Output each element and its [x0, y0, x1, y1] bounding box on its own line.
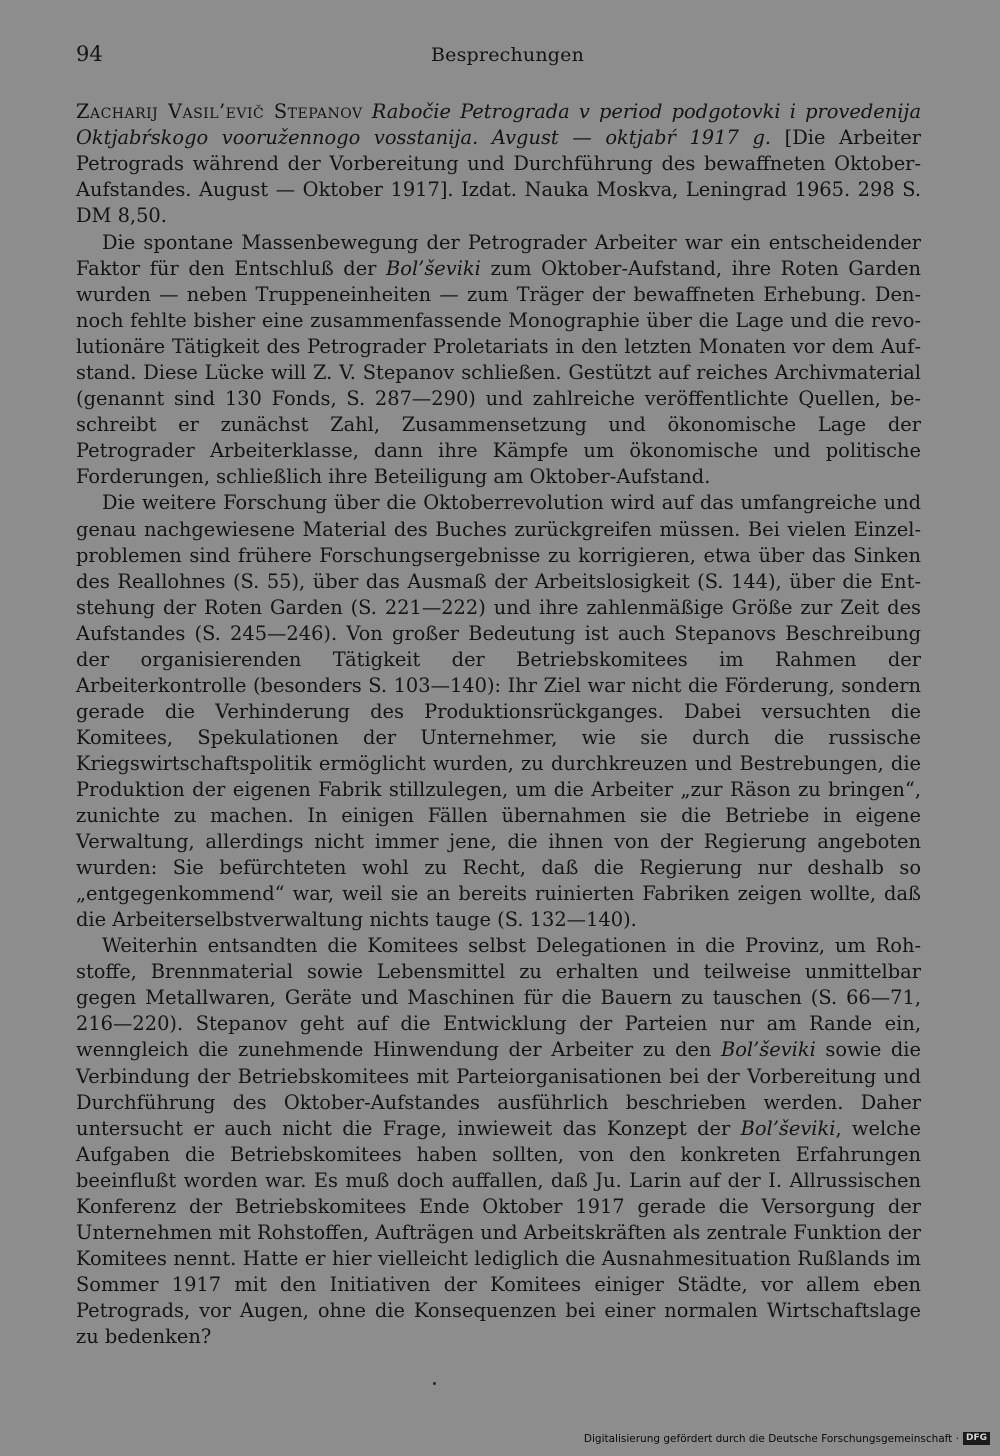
paragraph-text: sowie die Verbindung der Betriebskomitees mit Parteiorganisationen bei der Vorbereitung und Durchführung des Oktober-Aufstandes ausführlich beschrieben werden. Daher untersucht er auch nicht die Frage, inwieweit das Konzept der [76, 1038, 921, 1140]
digitization-footer [584, 1432, 990, 1445]
paragraph-text: zum Oktober-Aufstand, ihre Roten Garden wurden — neben Truppeneinheiten — zum Träger der bewaffneten Erhebung. Dennoch fehlte bisher eine zusammenfassende Monographie über die Lage und die revolutionäre Tätigkeit des Petrograder Proletariats in den letzten Monaten vor dem Aufstand. Diese Lücke will Z. V. Stepanov schließen. Gestützt auf reiches Archivmaterial (genannt sind 130 Fonds, S. 287—290) und zahlreiche veröffentlichte Quellen, beschreibt er zunächst Zahl, Zusammensetzung und ökonomische Lage der Petrograder Arbeiterklasse, dann ihre Kämpfe um ökonomische und politische Forderungen, schließlich ihre Beteiligung am Oktober-Aufstand. [76, 257, 921, 489]
bibliographic-citation [76, 99, 921, 229]
page-number: 94 [76, 42, 103, 66]
citation-details: [Die Arbeiter Petrograds während der Vorbereitung und Durchführung des bewaffneten Oktober-Aufstandes. August — Oktober 1917]. Izdat. Nauka Moskva, Leningrad 1965. 298 S. DM 8,50. [76, 126, 922, 227]
italic-term: Bol’ševiki [740, 1116, 836, 1140]
paragraph-text: , welche Aufgaben die Betriebskomitees haben sollten, von den konkreten Erfahrungen beeinflußt worden war. Es muß doch auffallen, daß Ju. Larin auf der I. Allrussischen Konferenz der Betriebskomitees Ende Oktober 1917 gerade die Versorgung der Unternehmen mit Rohstoffen, Aufträgen und Arbeitskräften als zentrale Funktion der Komitees nennt. Hatte er hier vielleicht lediglich die Ausnahmesituation Rußlands im Sommer 1917 mit den Initiativen der Komitees einiger Städte, vor allem eben Petrograds, vor Augen, ohne die Konsequenzen bei einer normalen Wirtschaftslage zu bedenken? [76, 1116, 921, 1348]
paragraph [76, 230, 921, 490]
paragraph-text: Weiterhin entsandten die Komitees selbst Delegationen in die Provinz, um Rohstoffe, Brennmaterial sowie Lebensmittel zu erhalten und teilweise unmittelbar gegen Metallwaren, Geräte und Maschinen für die Bauern zu tauschen (S. 66—71, 216—220). Stepanov geht auf die Entwicklung der Parteien nur am Rande ein, wenngleich die zunehmende Hinwendung der Arbeiter zu den [76, 934, 921, 1062]
citation-title: Rabočie Petrograda v period podgotovki i provedenija Oktjabŕskogo vooružennogo vosstanija. Avgust — oktjabŕ 1917 g. [76, 100, 922, 149]
paragraph [76, 933, 921, 1350]
italic-term: Bol’ševiki [386, 257, 481, 281]
paragraph-text: Die spontane Massenbewegung der Petrograder Arbeiter war ein entscheidender Faktor für den Entschluß der [76, 231, 921, 281]
paragraph [76, 490, 921, 933]
footer-text: Digitalisierung gefördert durch die Deutsche Forschungsgemeinschaft · [583, 1432, 959, 1445]
running-head: Besprechungen [431, 44, 585, 66]
citation-author: Zacharij Vasil’evič Stepanov [76, 100, 363, 123]
paragraph-text: Die weitere Forschung über die Oktoberrevolution wird auf das umfangreiche und genau nachgewiesene Material des Buches zurückgreifen müssen. Bei vielen Einzelproblemen sind frühere Forschungsergebnisse zu korrigieren, etwa über das Sinken des Reallohnes (S. 55), über das Ausmaß der Arbeitslosigkeit (S. 144), über die Entstehung der Roten Garden (S. 221—222) und ihre zahlenmäßige Größe zur Zeit des Aufstandes (S. 245—246). Von großer Bedeutung ist auch Stepanovs Beschreibung der organisierenden Tätigkeit der Betriebskomitees im Rahmen der Arbeiterkontrolle (besonders S. 103—140): Ihr Ziel war nicht die Förderung, sondern gerade die Verhinderung des Produktionsrückganges. Dabei versuchten die Komitees, Spekulationen der Unternehmer, wie sie durch die russische Kriegswirtschaftspolitik ermöglicht wurden, zu durchkreuzen und Bestrebungen, die Produktion der eigenen Fabrik stillzulegen, um die Arbeiter „zur Räson zu bringen“, zunichte zu machen. In einigen Fällen übernahmen sie die Betriebe in eigene Verwaltung, allerdings nicht immer jene, die ihnen von der Regierung angeboten wurden: Sie befürchteten wohl zu Recht, daß die Regierung nur deshalb so „entgegenkommend“ war, weil sie an bereits ruinierten Fabriken zeigen wollte, daß die Arbeiterselbstverwaltung nichts tauge (S. 132—140). [76, 491, 921, 932]
scan-dot [433, 1382, 436, 1385]
dfg-logo: DFG [963, 1432, 990, 1445]
review-body [76, 230, 921, 1350]
italic-term: Bol’ševiki [720, 1038, 816, 1062]
